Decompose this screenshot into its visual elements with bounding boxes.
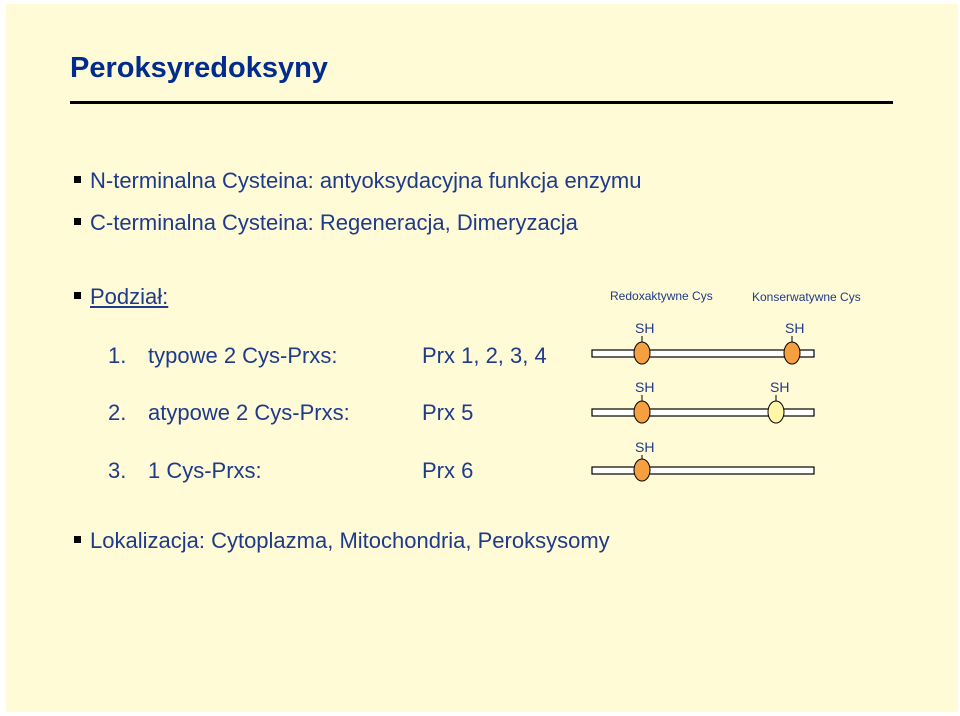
type-1-members: Prx 1, 2, 3, 4 <box>422 343 547 368</box>
protein-chain-row3 <box>592 467 814 474</box>
type-3-name: 1 Cys-Prxs: <box>148 458 262 483</box>
atypical-cys-marker <box>768 401 784 423</box>
sh-label-row3-redox: SH <box>635 439 655 455</box>
redox-cys-marker <box>634 342 650 364</box>
redox-cys-marker <box>634 459 650 481</box>
redox-cys-marker <box>634 401 650 423</box>
slide-title: Peroksyredoksyny <box>70 52 328 84</box>
protein-chain-row1 <box>592 350 814 357</box>
redox-cys-label: Redoxaktywne Cys <box>610 289 713 303</box>
type-3-members: Prx 6 <box>422 458 474 483</box>
type-2-number: 2. <box>108 400 127 425</box>
bullet-text: Lokalizacja: Cytoplazma, Mitochondria, Peroksysomy <box>90 528 610 553</box>
bullet-text: Podział: <box>90 284 169 309</box>
sh-label-row1-redox: SH <box>635 320 655 336</box>
sh-label-row1-conserved: SH <box>785 320 805 336</box>
sh-label-row2-conserved: SH <box>770 379 790 395</box>
square-bullet-icon <box>74 536 81 543</box>
conserved-cys-marker <box>784 342 800 364</box>
type-2-name: atypowe 2 Cys-Prxs: <box>148 400 350 425</box>
bullet-text: N-terminalna Cysteina: antyoksydacyjna funkcja enzymu <box>90 168 642 193</box>
sh-label-row2-redox: SH <box>635 379 655 395</box>
type-3-number: 3. <box>108 458 127 483</box>
bullet-text: C-terminalna Cysteina: Regeneracja, Dimeryzacja <box>90 210 578 235</box>
type-2-members: Prx 5 <box>422 400 474 425</box>
type-1-number: 1. <box>108 343 127 368</box>
conserved-cys-label: Konserwatywne Cys <box>752 290 861 304</box>
type-1-name: typowe 2 Cys-Prxs: <box>148 343 338 368</box>
